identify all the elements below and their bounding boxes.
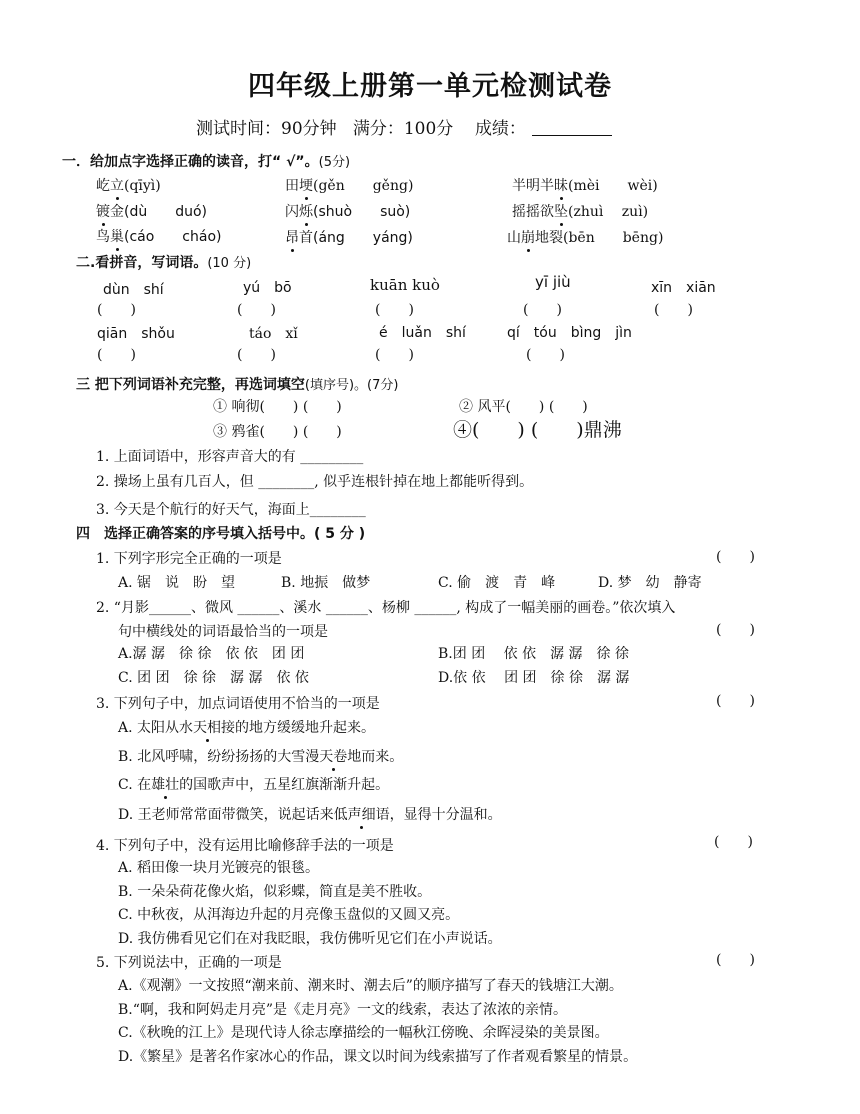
pinyin-9: qí tóu bìng jìn — [507, 325, 632, 341]
q5-option-b[interactable]: B.“啊，我和阿妈走月亮”是《走月亮》一文的线索，表达了浓浓的亲情。 — [118, 1002, 568, 1018]
s1-item[interactable]: 鸟巢(cáo cháo) — [96, 226, 221, 246]
pinyin-8: é luǎn shí — [379, 325, 466, 341]
page-title: 四年级上册第一单元检测试卷 — [248, 71, 612, 102]
full-score: 满分：100分 — [352, 119, 454, 139]
q1-option-a[interactable]: A. 锯 说 盼 望 — [118, 575, 236, 591]
s1-item[interactable]: 山崩地裂(bēn bēng) — [507, 227, 663, 247]
s1-item[interactable]: 镀金(dù duó) — [96, 201, 207, 221]
answer-paren[interactable]: ( ) — [237, 347, 276, 363]
q4-option-c[interactable]: C. 中秋夜，从洱海边升起的月亮像玉盘似的又圆又亮。 — [118, 907, 460, 923]
pinyin-2: yú bō — [243, 280, 292, 296]
pinyin-7: táo xǐ — [249, 326, 298, 342]
s1-item[interactable]: 半明半昧(mèi wèi) — [512, 175, 658, 195]
answer-paren[interactable]: ( ) — [714, 834, 753, 850]
pinyin-3: kuān kuò — [370, 276, 440, 294]
q3-option-a[interactable]: A. 太阳从水天相接的地方缓缓地升起来。 — [118, 717, 375, 737]
score-blank[interactable] — [532, 135, 612, 136]
q1-option-d[interactable]: D. 梦 幼 静寄 — [598, 575, 702, 591]
exam-time: 测试时间：90分钟 — [196, 119, 337, 139]
s1-item[interactable]: 田埂(gěn gěng) — [285, 175, 413, 195]
section-3-heading: 三 把下列词语补充完整，再选词填空(填序号)。(7分) — [76, 377, 399, 393]
word-2[interactable]: ② 风平( ) ( ) — [459, 399, 588, 415]
answer-paren[interactable]: ( ) — [237, 302, 276, 318]
pinyin-6: qiān shǒu — [97, 326, 175, 342]
answer-paren[interactable]: ( ) — [654, 302, 693, 318]
answer-paren[interactable]: ( ) — [716, 693, 755, 709]
q2-option-a[interactable]: A.潺 潺 徐 徐 依 依 团 团 — [118, 646, 305, 662]
q1-option-b[interactable]: B. 地振 做梦 — [281, 575, 371, 591]
q2-option-d[interactable]: D.依 依 团 团 徐 徐 潺 潺 — [438, 670, 630, 686]
word-3[interactable]: ③ 鸦雀( ) ( ) — [213, 424, 342, 440]
q1-option-c[interactable]: C. 偷 渡 青 峰 — [438, 575, 556, 591]
q5-option-c[interactable]: C.《秋晚的江上》是现代诗人徐志摩描绘的一幅秋江傍晚、余晖浸染的美景图。 — [118, 1025, 609, 1041]
answer-paren[interactable]: ( ) — [716, 952, 755, 968]
score-label: 成绩： — [474, 119, 526, 139]
s3-question-2[interactable]: 2. 操场上虽有几百人，但 ________, 似乎连根针掉在地上都能听得到。 — [96, 474, 534, 490]
word-4[interactable]: ④( ) ( )鼎沸 — [453, 419, 622, 441]
q3-option-c[interactable]: C. 在雄壮的国歌声中，五星红旗渐渐升起。 — [118, 774, 389, 794]
q4-option-d[interactable]: D. 我仿佛看见它们在对我眨眼，我仿佛听见它们在小声说话。 — [118, 931, 502, 947]
pinyin-4: yī jiù — [535, 273, 571, 291]
q4-option-b[interactable]: B. 一朵朵荷花像火焰，似彩蝶，简直是美不胜收。 — [118, 884, 432, 900]
s3-question-1[interactable]: 1. 上面词语中，形容声音大的有 _________ — [96, 449, 364, 465]
q3-option-d[interactable]: D. 王老师常常面带微笑，说起话来低声细语，显得十分温和。 — [118, 804, 502, 824]
answer-paren[interactable]: ( ) — [716, 622, 755, 638]
s1-item[interactable]: 摇摇欲坠(zhuì zuì) — [512, 201, 648, 221]
answer-paren[interactable]: ( ) — [97, 302, 136, 318]
section-2-heading: 二.看拼音，写词语。(10 分) — [76, 255, 252, 271]
q5-option-a[interactable]: A.《观潮》一文按照“潮来前、潮来时、潮去后”的顺序描写了春天的钱塘江大潮。 — [118, 978, 623, 994]
q2-option-b[interactable]: B.团 团 依 依 潺 潺 徐 徐 — [438, 646, 629, 662]
q5-stem: 5. 下列说法中，正确的一项是 — [96, 955, 282, 971]
pinyin-5: xīn xiān — [651, 280, 716, 296]
s1-item[interactable]: 闪烁(shuò suò) — [285, 201, 410, 221]
pinyin-1: dùn shí — [103, 282, 164, 298]
answer-paren[interactable]: ( ) — [375, 302, 414, 318]
q2-stem: 2. “月影______、微风 ______、溪水 ______、杨柳 ______, 构成了一幅美丽的画卷。”依次填入 — [96, 600, 676, 616]
q2-stem-cont: 句中横线处的词语最恰当的一项是 — [118, 624, 328, 640]
q3-option-b[interactable]: B. 北风呼啸，纷纷扬扬的大雪漫天卷地而来。 — [118, 746, 403, 766]
q4-stem: 4. 下列句子中，没有运用比喻修辞手法的一项是 — [96, 838, 394, 854]
q4-option-a[interactable]: A. 稻田像一块月光镀亮的银毯。 — [118, 860, 320, 876]
answer-paren[interactable]: ( ) — [716, 549, 755, 565]
s1-item[interactable]: 昂首(áng yáng) — [285, 227, 413, 247]
answer-paren[interactable]: ( ) — [375, 347, 414, 363]
section-4-heading: 四 选择正确答案的序号填入括号中。( 5 分 ) — [76, 526, 366, 542]
q3-stem: 3. 下列句子中，加点词语使用不恰当的一项是 — [96, 696, 380, 712]
q5-option-d[interactable]: D.《繁星》是著名作家冰心的作品，课文以时间为线索描写了作者观看繁星的情景。 — [118, 1049, 638, 1065]
answer-paren[interactable]: ( ) — [526, 347, 565, 363]
s1-item[interactable]: 屹立(qīyì) — [96, 175, 161, 195]
answer-paren[interactable]: ( ) — [97, 347, 136, 363]
q1-stem: 1. 下列字形完全正确的一项是 — [96, 551, 282, 567]
s3-question-3[interactable]: 3. 今天是个航行的好天气，海面上________ — [96, 502, 366, 518]
word-1[interactable]: ① 响彻( ) ( ) — [213, 399, 342, 415]
section-1-heading: 一．给加点字选择正确的读音，打“ √”。(5分) — [62, 154, 351, 170]
exam-info — [196, 114, 612, 139]
answer-paren[interactable]: ( ) — [523, 302, 562, 318]
q2-option-c[interactable]: C. 团 团 徐 徐 潺 潺 依 依 — [118, 670, 309, 686]
